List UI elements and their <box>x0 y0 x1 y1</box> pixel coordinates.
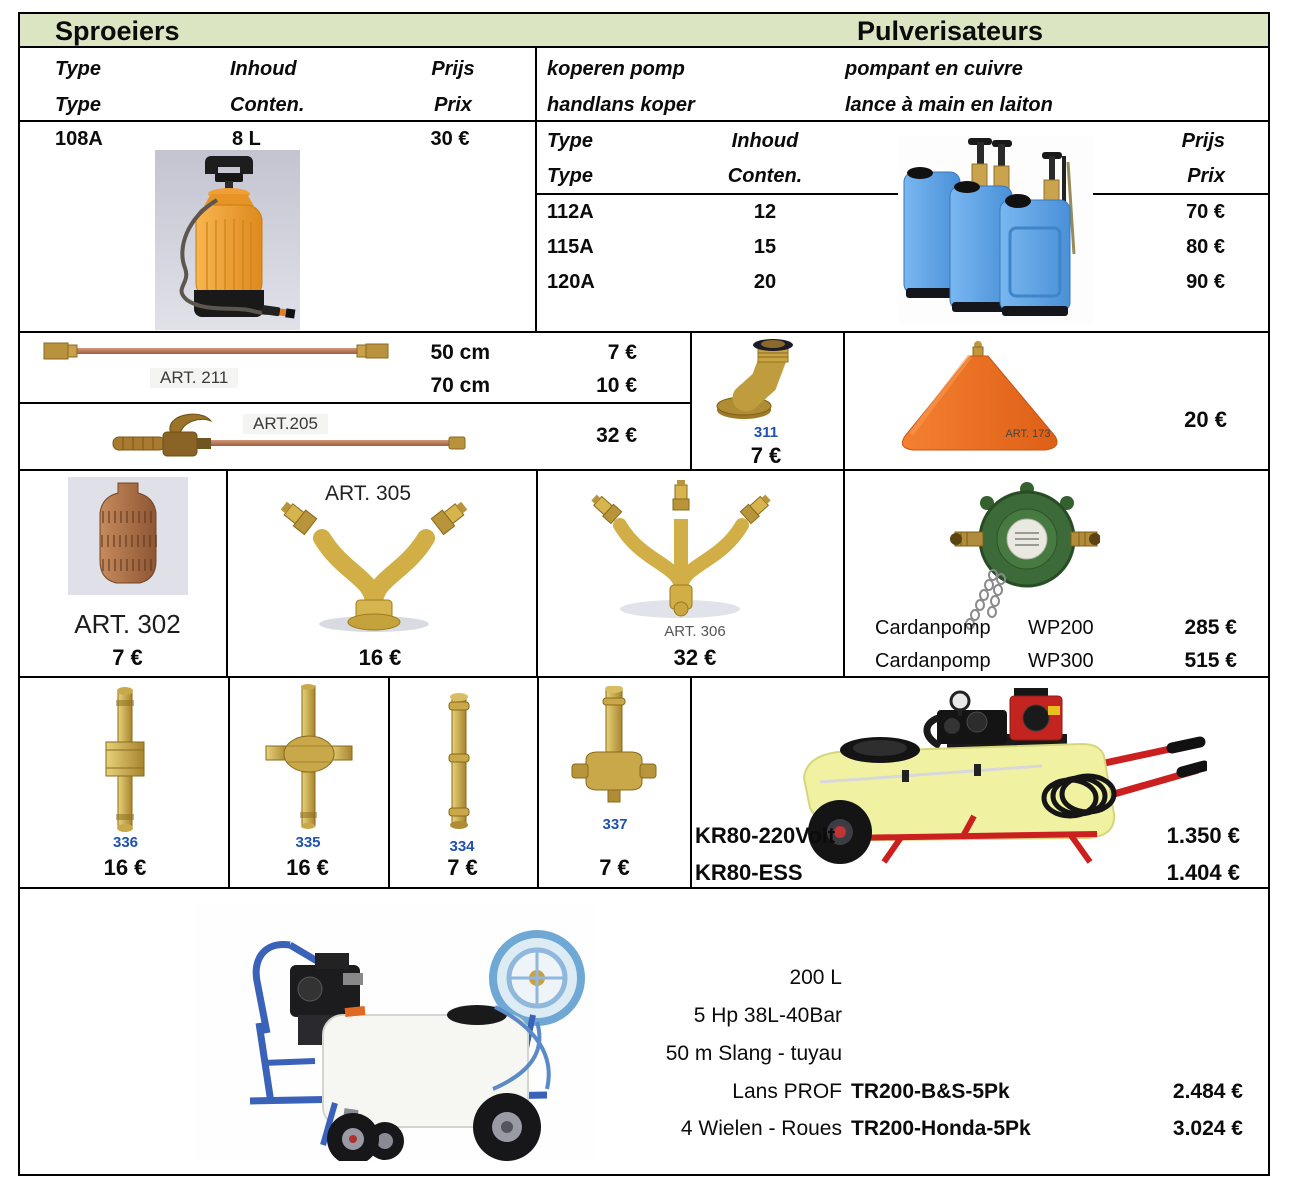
cardan-row2-name: Cardanpomp <box>875 650 991 672</box>
tr200-row2-price: 3.024 € <box>1172 1117 1243 1140</box>
art-205-price: 32 € <box>596 424 637 447</box>
sprayer-108a-image <box>155 150 300 330</box>
tr200-spec-engine: 5 Hp 38L-40Bar <box>693 1004 842 1027</box>
sub-col-price-nl: Prijs <box>1181 130 1225 152</box>
divider <box>690 331 692 469</box>
page-title-left: Sproeiers <box>55 16 180 46</box>
art-173-label: ART. 173 <box>1005 428 1051 440</box>
cardan-row1-price: 285 € <box>1184 616 1237 639</box>
sub-col-content-nl: Inhoud <box>731 130 799 152</box>
fitting-337-image <box>568 686 663 814</box>
divider <box>18 331 1270 333</box>
divider <box>18 46 1270 48</box>
kr80-row1-price: 1.350 € <box>1166 823 1240 848</box>
lance-70cm-price: 10 € <box>596 374 637 397</box>
tr200-cart-image <box>195 903 595 1161</box>
item-108a-content: 8 L <box>232 128 261 150</box>
lance-70cm-size: 70 cm <box>430 374 490 397</box>
fitting-335-price: 16 € <box>286 855 329 880</box>
lance-211-image <box>40 336 395 366</box>
fitting-337-price: 7 € <box>599 855 630 880</box>
lance-50cm-price: 7 € <box>607 341 637 364</box>
blue-cans-image <box>898 136 1093 324</box>
divider <box>18 120 1270 122</box>
col-price-nl: Prijs <box>431 58 475 80</box>
lance-50cm-size: 50 cm <box>430 341 490 364</box>
fitting-336-image <box>92 686 160 834</box>
y-nozzle-305-image <box>262 482 482 637</box>
col-content-nl: Inhoud <box>230 58 297 80</box>
art-205-label: ART.205 <box>243 414 328 434</box>
divider <box>18 887 1270 889</box>
trident-306-image <box>572 477 787 625</box>
art-305-label: ART. 305 <box>325 482 411 505</box>
fitting-334-code: 334 <box>449 838 475 855</box>
pump-header-nl2: handlans koper <box>547 94 695 116</box>
kr80-row2-price: 1.404 € <box>1166 860 1240 885</box>
divider <box>18 469 1270 471</box>
row-120a-content: 20 <box>753 271 777 293</box>
divider <box>18 402 690 404</box>
tr200-row1-model: TR200-B&S-5Pk <box>851 1080 1010 1103</box>
pump-header-nl1: koperen pomp <box>547 58 685 80</box>
col-type-nl: Type <box>55 58 101 80</box>
nozzle-302-image <box>68 477 188 595</box>
sub-col-type-nl: Type <box>547 130 593 152</box>
tr200-spec-capacity: 200 L <box>789 966 842 989</box>
fitting-337-code: 337 <box>602 816 628 833</box>
cardan-pump-image <box>935 477 1100 632</box>
item-311-code: 311 <box>753 424 779 441</box>
art-306-price: 32 € <box>673 645 717 670</box>
sub-col-price-fr: Prix <box>1187 165 1225 187</box>
cone-173-image <box>875 340 1085 462</box>
cardan-row2-price: 515 € <box>1184 649 1237 672</box>
cardan-row1-name: Cardanpomp <box>875 617 991 639</box>
elbow-311-image <box>710 336 820 424</box>
row-112a-price: 70 € <box>1186 201 1225 223</box>
kr80-row1-model: KR80-220Volt <box>695 823 836 848</box>
divider <box>690 676 692 887</box>
divider <box>537 676 539 887</box>
fitting-334-image <box>438 690 480 832</box>
tr200-row2-model: TR200-Honda-5Pk <box>851 1117 1031 1140</box>
divider <box>536 469 538 676</box>
cardan-row2-model: WP300 <box>1028 650 1094 672</box>
row-120a-type: 120A <box>547 271 595 293</box>
art-173-price: 20 € <box>1184 407 1227 432</box>
row-115a-content: 15 <box>753 236 777 258</box>
row-115a-price: 80 € <box>1186 236 1225 258</box>
pump-header-fr1: pompant en cuivre <box>845 58 1023 80</box>
fitting-335-image <box>262 684 357 839</box>
col-type-fr: Type <box>55 94 101 116</box>
item-311-price: 7 € <box>750 443 782 468</box>
item-108a-price: 30 € <box>430 128 470 150</box>
fitting-336-code: 336 <box>112 834 139 851</box>
item-108a-type: 108A <box>55 128 103 150</box>
divider <box>228 676 230 887</box>
row-112a-content: 12 <box>753 201 777 223</box>
page-title-right: Pulverisateurs <box>856 16 1044 46</box>
art-302-price: 7 € <box>112 645 143 670</box>
divider <box>843 469 845 676</box>
tr200-row1-price: 2.484 € <box>1172 1080 1243 1103</box>
kr80-row2-model: KR80-ESS <box>695 860 803 885</box>
art-211-label: ART. 211 <box>150 368 238 388</box>
col-content-fr: Conten. <box>230 94 305 116</box>
fitting-335-code: 335 <box>295 834 321 851</box>
row-115a-type: 115A <box>547 236 594 258</box>
art-302-label: ART. 302 <box>74 609 181 639</box>
fitting-334-price: 7 € <box>447 855 478 880</box>
art-306-label: ART. 306 <box>664 623 726 640</box>
tr200-row1-label: Lans PROF <box>732 1080 842 1103</box>
pump-header-fr2: lance à main en laiton <box>845 94 1053 116</box>
row-112a-type: 112A <box>547 201 594 223</box>
divider <box>535 46 537 331</box>
sub-col-content-fr: Conten. <box>727 165 803 187</box>
divider <box>18 676 1270 678</box>
tr200-row2-label: 4 Wielen - Roues <box>680 1117 842 1140</box>
sub-col-type-fr: Type <box>547 165 593 187</box>
divider <box>388 676 390 887</box>
row-120a-price: 90 € <box>1186 271 1225 293</box>
divider <box>226 469 228 676</box>
col-price-fr: Prix <box>434 94 472 116</box>
divider <box>843 331 845 469</box>
tr200-spec-hose: 50 m Slang - tuyau <box>665 1042 842 1065</box>
fitting-336-price: 16 € <box>103 855 147 880</box>
art-305-price: 16 € <box>358 645 402 670</box>
cardan-row1-model: WP200 <box>1028 617 1094 639</box>
